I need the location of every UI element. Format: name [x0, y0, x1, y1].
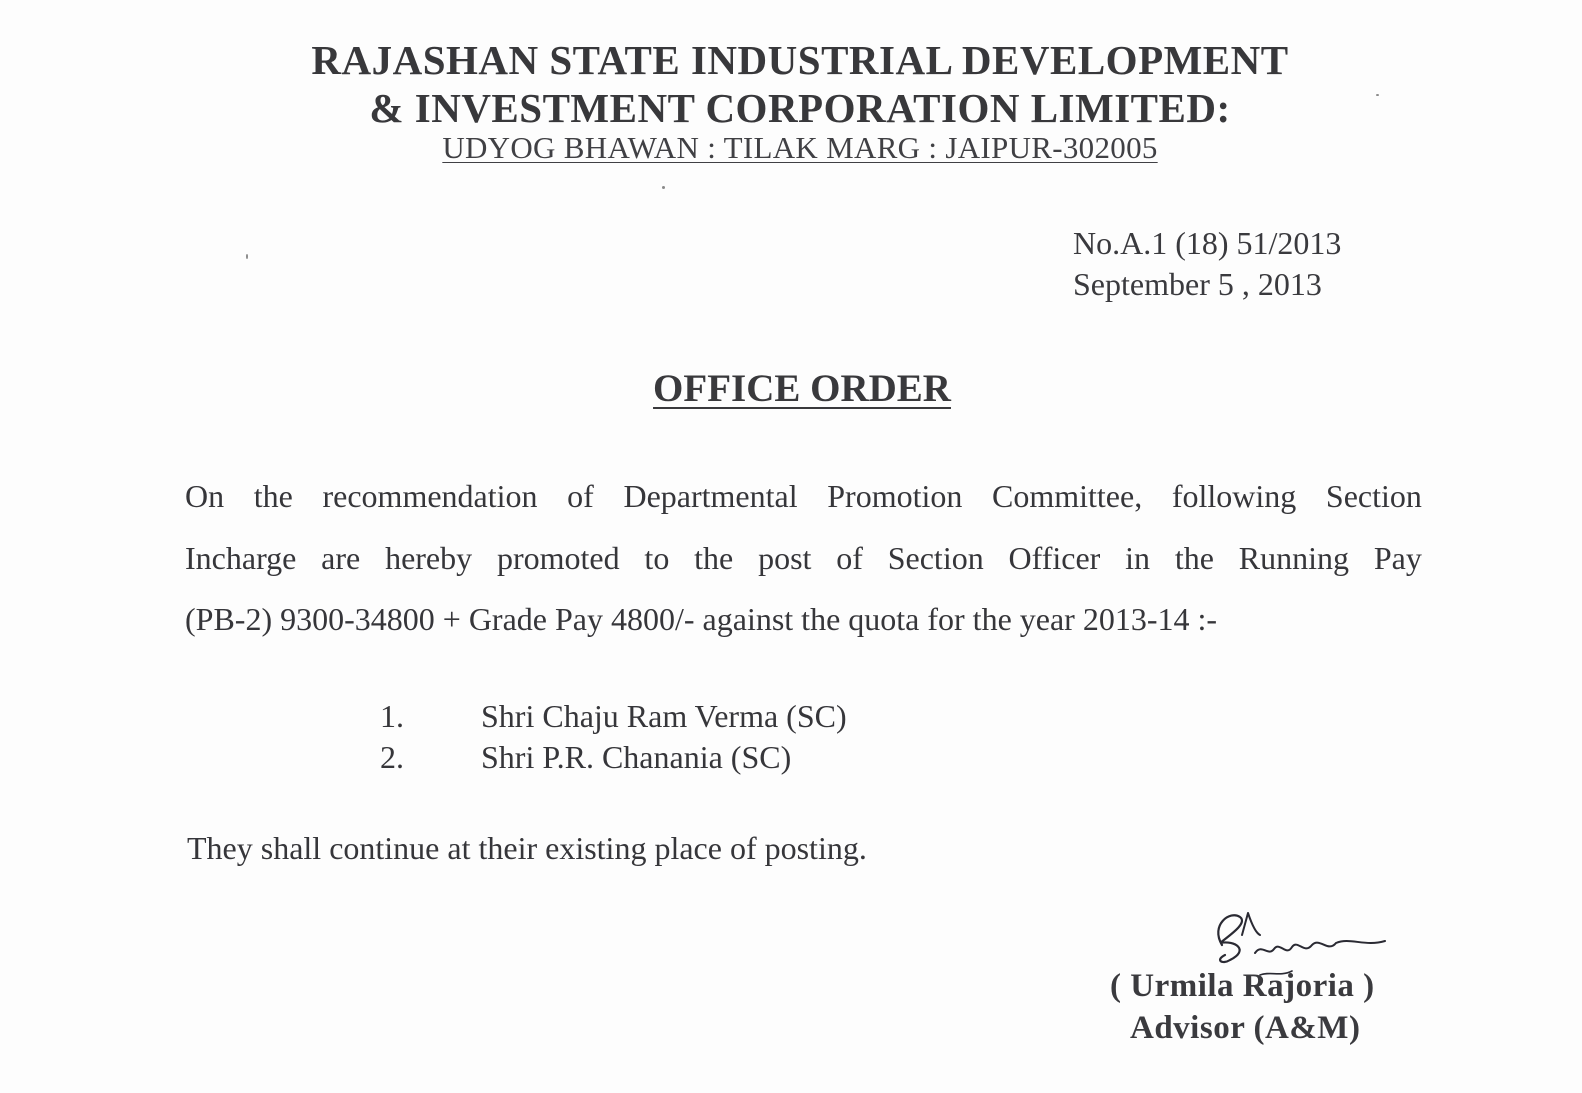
paragraph-word: to	[644, 540, 670, 576]
signatory-name: ( Urmila Rajoria )	[1110, 968, 1375, 1004]
paragraph-word: post	[758, 540, 812, 576]
scan-speck	[1376, 94, 1379, 96]
paragraph-word: Officer	[1008, 540, 1101, 576]
promotee-item	[380, 739, 791, 776]
promotee-number: 2.	[380, 739, 404, 775]
paragraph-word: recommendation	[322, 478, 538, 514]
order-date: September 5 , 2013	[1073, 266, 1322, 302]
paragraph-word: Pay	[1373, 540, 1422, 576]
promotee-name: Shri P.R. Chanania (SC)	[481, 739, 792, 775]
paragraph-line-1	[185, 478, 1422, 515]
paragraph-word: Running	[1238, 540, 1350, 576]
organization-name-line-1: RAJASHAN STATE INDUSTRIAL DEVELOPMENT	[311, 37, 1289, 83]
paragraph-word: the	[253, 478, 293, 514]
paragraph-word: Section	[1325, 478, 1422, 514]
paragraph-word: Committee,	[992, 478, 1143, 514]
paragraph-word: promoted	[496, 540, 620, 576]
paragraph-word: Incharge	[185, 540, 297, 576]
paragraph-word: are	[321, 540, 361, 576]
paragraph-word: of	[836, 540, 863, 576]
closing-statement: They shall continue at their existing place of posting.	[187, 830, 867, 866]
promotee-item	[380, 698, 847, 735]
paragraph-word: the	[694, 540, 734, 576]
scan-speck	[662, 186, 665, 189]
promotee-number: 1.	[380, 698, 404, 734]
reference-number: No.A.1 (18) 51/2013	[1073, 225, 1342, 261]
paragraph-word: Departmental	[623, 478, 798, 514]
paragraph-word: following	[1171, 478, 1297, 514]
paragraph-word: Section	[887, 540, 984, 576]
paragraph-word: hereby	[385, 540, 473, 576]
signatory-title: Advisor (A&M)	[1130, 1010, 1361, 1046]
paragraph-word: On	[185, 478, 225, 514]
paragraph-word: in	[1125, 540, 1151, 576]
paragraph-line-2	[185, 540, 1422, 577]
paragraph-word: Promotion	[827, 478, 963, 514]
organization-name-line-2: & INVESTMENT CORPORATION LIMITED:	[369, 85, 1231, 131]
paragraph-word: of	[567, 478, 594, 514]
document-heading: OFFICE ORDER	[653, 367, 951, 410]
paragraph-word: the	[1174, 540, 1214, 576]
promotee-name: Shri Chaju Ram Verma (SC)	[481, 698, 847, 734]
scan-speck	[246, 254, 248, 259]
organization-address: UDYOG BHAWAN : TILAK MARG : JAIPUR-302005	[442, 130, 1158, 165]
paragraph-line-3: (PB-2) 9300-34800 + Grade Pay 4800/- against the quota for the year 2013-14 :-	[185, 601, 1218, 637]
